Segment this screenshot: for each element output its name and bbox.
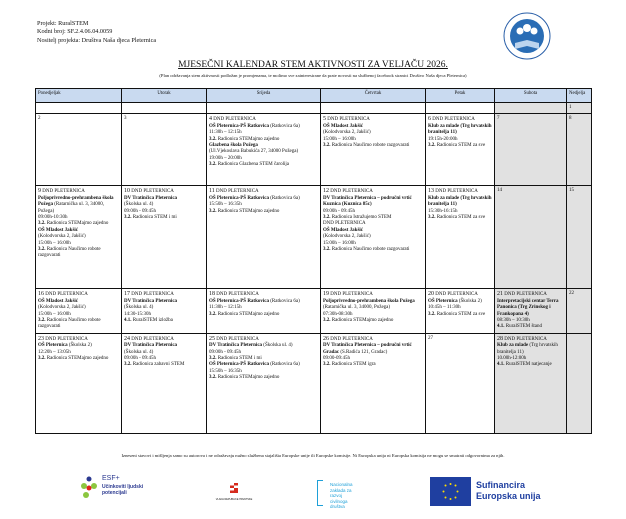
eu-label-line2: Europska unija — [476, 491, 541, 501]
event-bold-text: OŠ Pleternica-PŠ Ratkovica — [209, 298, 269, 304]
day-cell — [207, 114, 321, 186]
event-bold-text: OŠ Mladost Jakšić — [38, 298, 79, 304]
day-cell — [321, 333, 426, 433]
event-line — [497, 362, 564, 368]
day-cell — [495, 289, 567, 333]
event-bold-text: 3.2. — [38, 318, 46, 324]
event-bold-text: 3.2. — [209, 311, 217, 317]
event-text: DND PLETERNICA — [432, 117, 475, 123]
event-text: DND PLETERNICA — [216, 336, 259, 342]
event-text: 09:00h-10:30h — [38, 215, 68, 221]
day-cell — [36, 186, 122, 289]
event-text: (Ratarnička ul. 3, 34000, Požega) — [323, 305, 391, 311]
day-number: 11 — [209, 188, 215, 195]
event-line — [323, 362, 423, 368]
event-text: 09:00h - 09:45h — [124, 356, 156, 362]
event-bold-text: OŠ Pleternica-PŠ Ratkovica — [209, 362, 269, 368]
day-cell — [495, 114, 567, 186]
event-text: (Kolodvorska 2, Jakšić) — [38, 234, 86, 240]
week-row — [36, 186, 592, 289]
day-cell — [36, 103, 122, 114]
calendar-table — [35, 88, 592, 434]
event-text: DND PLETERNICA — [435, 292, 478, 298]
event-text: DND PLETERNICA — [213, 117, 256, 123]
event-text: Radionica STEM i mi — [216, 356, 262, 362]
weekday-header-row — [36, 89, 592, 103]
event-bold-text: Interpretacijski centar Terra Panonica (Trg Zrinskog i Frankopana 4) — [497, 298, 559, 317]
event-text: RuralSTEM štand — [504, 324, 542, 330]
event-bold-text: 4.1. — [124, 318, 132, 324]
weekday-header: Nedjelja — [567, 89, 592, 103]
event-text: (Školska 2) — [67, 343, 92, 349]
event-text: 09:00-09:45h — [323, 356, 350, 362]
event-text: DND PLETERNICA — [216, 292, 259, 298]
event-line — [323, 299, 423, 312]
event-text: DND PLETERNICA — [330, 292, 373, 298]
esf-label: ESF+ — [102, 475, 120, 482]
event-bold-text: OŠ Mladost Jakšić — [323, 123, 364, 129]
event-text: 19:15h-20:00h — [428, 136, 458, 142]
event-bold-text: 3.2. — [323, 362, 331, 368]
event-text: Radionica STEM za sve — [435, 311, 486, 317]
event-text: (Ratkovica 6a) — [269, 195, 300, 201]
event-text: 09:00h - 09:45h — [124, 208, 156, 214]
event-text: (Školska ul. 4) — [124, 305, 154, 311]
event-bold-text: Klub za mlade (Trg hrvatskih branitelja 11) — [428, 123, 492, 136]
event-bold-text: DV Tratinčica Pleternica — [124, 195, 178, 201]
event-text: Radionica STEM za sve — [435, 215, 486, 221]
day-cell — [567, 186, 592, 289]
event-bold-text: OŠ Pleternica-PŠ Ratkovica — [209, 123, 269, 129]
event-text: Radionica STEMajmo zajedno — [45, 221, 109, 227]
event-text: 15:00h – 16:00h — [323, 136, 356, 142]
page-title: MJESEČNI KALENDAR STEM AKTIVNOSTI ZA VELJAČU 2026. — [178, 60, 448, 70]
eu-flag-icon — [430, 477, 471, 506]
event-text: 15:00h – 16:00h — [38, 240, 71, 246]
event-bold-text: OŠ Pleternica-PŠ Ratkovica — [209, 195, 269, 201]
eu-label-line1: Sufinancira — [476, 480, 526, 490]
government-label: VLADA REPUBLIKE HRVATSKE — [215, 498, 253, 501]
event-text: DND PLETERNICA — [327, 117, 370, 123]
event-text: Radionica Glazbena STEM čarolija — [216, 162, 289, 168]
day-number: 12 — [323, 188, 329, 195]
event-text: 14:30-15:30h — [124, 311, 151, 317]
event-text: DND PLETERNICA — [45, 292, 88, 298]
day-cell — [495, 333, 567, 433]
event-line — [209, 375, 318, 381]
event-text: (Kolodvorska 2, Jakšić) — [323, 130, 371, 136]
day-cell — [122, 186, 207, 289]
day-number: 13 — [428, 188, 434, 195]
day-cell — [426, 333, 495, 433]
event-line — [428, 291, 492, 298]
event-line — [38, 196, 119, 215]
event-text: DND PLETERNICA — [45, 336, 88, 342]
event-text: 15:50h – 16:35h — [209, 368, 242, 374]
event-text: 11:30h – 12:15h — [209, 305, 242, 311]
event-text: DND PLETERNICA — [216, 189, 259, 195]
day-number: 24 — [124, 335, 130, 342]
event-text: 11:30h – 12:15h — [209, 130, 242, 136]
event-line — [209, 291, 318, 298]
event-text: (Ratkovica 6a) — [269, 123, 300, 129]
event-line — [209, 162, 318, 168]
day-number: 27 — [428, 335, 433, 341]
event-line — [323, 247, 423, 253]
event-text: (Ratkovica 6a) — [269, 298, 300, 304]
event-line — [428, 124, 492, 137]
event-bold-text: Klub za mlade — [497, 343, 529, 349]
event-text: Radionica STEMajmo zajedno — [330, 318, 394, 324]
day-cell — [426, 103, 495, 114]
week-row — [36, 103, 592, 114]
day-number: 1 — [569, 105, 572, 110]
event-line — [497, 343, 564, 356]
day-number: 20 — [428, 291, 434, 298]
event-text: 09:00h - 09:45h — [209, 349, 241, 355]
project-name: Projekt: RuralSTEM — [37, 20, 89, 27]
event-text: 15:00h – 16:00h — [38, 311, 71, 317]
event-text: Radionica Naučimo robote razgovarati — [330, 247, 410, 253]
day-cell — [567, 114, 592, 186]
event-bold-text: 3.2. — [428, 215, 436, 221]
organization-logo-icon — [503, 12, 551, 60]
event-text: (Školska ul. 4) — [262, 343, 293, 349]
event-bold-text: OŠ Mladost Jakšić — [323, 227, 364, 233]
day-cell — [36, 114, 122, 186]
event-line — [124, 215, 204, 221]
event-line — [428, 116, 492, 123]
event-text: (Školska ul. 4) — [124, 349, 154, 355]
day-cell — [321, 186, 426, 289]
day-cell — [426, 289, 495, 333]
event-text: 09:00h - 09:45h — [323, 208, 355, 214]
event-line — [323, 116, 423, 123]
event-line — [124, 291, 204, 298]
day-cell — [321, 289, 426, 333]
day-number: 25 — [209, 335, 215, 342]
week-row — [36, 289, 592, 333]
event-text: (Kolodvorska 2, Jakšić) — [38, 305, 86, 311]
event-text: 19:00h – 20:00h — [209, 155, 242, 161]
event-line — [428, 143, 492, 149]
day-cell — [207, 186, 321, 289]
event-text: (Ratarnička ul. 3, 34000, Požega) — [38, 202, 104, 214]
event-line — [124, 318, 204, 324]
week-row — [36, 333, 592, 433]
event-text: 12:20h – 13:05h — [38, 349, 71, 355]
event-line — [497, 299, 564, 318]
event-text: 15:30h-16:15h — [428, 208, 458, 214]
event-line — [497, 324, 564, 330]
event-bold-text: 3.2. — [124, 362, 132, 368]
event-line — [323, 291, 423, 298]
bracket-icon — [317, 480, 323, 506]
weekday-header: Utorak — [122, 89, 207, 103]
event-bold-text: 3.2. — [323, 215, 331, 221]
event-bold-text: Glazbena škola Požega — [209, 143, 258, 149]
event-text: DND PLETERNICA — [131, 336, 174, 342]
event-text: 10.00h-12:00h — [497, 356, 527, 362]
weekday-header: Četvrtak — [321, 89, 426, 103]
event-bold-text: DV Tratinčica Pleternica — [124, 343, 178, 349]
eu-disclaimer: Izneseni stavovi i mišljenja samo su autorova i ne odražavaju nužno službena stajališta Europske unije ili Europske komisije. Ni Europska unija ni Europska komisija ne mogu se smatrati odgovornima za njih. — [121, 453, 505, 458]
event-text: Radionica zabavni STEM — [131, 362, 185, 368]
day-cell — [567, 333, 592, 433]
weekday-header: Srijeda — [207, 89, 321, 103]
event-text: (S.Radića 121, Gradac) — [339, 349, 388, 355]
day-number: 28 — [497, 335, 503, 342]
event-text: Radionica STEMajmo zajedno — [216, 136, 280, 142]
event-text: Radionica STEMajmo zajedno — [216, 208, 280, 214]
day-number: 26 — [323, 335, 329, 342]
day-number: 21 — [497, 291, 503, 298]
event-text: 07:30h-08:30h — [323, 311, 353, 317]
event-line — [209, 312, 318, 318]
event-line — [209, 209, 318, 215]
event-bold-text: DV Tratinčica Pleternica — [209, 343, 263, 349]
day-cell — [122, 114, 207, 186]
event-line — [323, 343, 423, 356]
day-cell — [122, 289, 207, 333]
esf-subtitle: Učinkoviti ljudski potencijali — [102, 484, 144, 496]
day-number: 16 — [38, 291, 44, 298]
event-text: (Kolodvorska 2, Jakšić) — [323, 234, 371, 240]
day-number: 18 — [209, 291, 215, 298]
day-number: 14 — [497, 188, 502, 194]
day-cell — [122, 333, 207, 433]
event-bold-text: 3.2. — [209, 136, 217, 142]
event-bold-text: 4.1. — [497, 362, 505, 368]
day-number: 3 — [124, 116, 127, 122]
event-text: Radionica STEM igra — [330, 362, 376, 368]
event-text: DND PLETERNICA — [131, 189, 174, 195]
event-line — [323, 188, 423, 195]
event-text: DND PLETERNICA — [435, 189, 478, 195]
event-bold-text: 3.2. — [209, 356, 217, 362]
event-line — [428, 188, 492, 195]
event-text: Radionica STEMajmo zajedno — [216, 311, 280, 317]
day-number: 8 — [569, 116, 572, 122]
event-line — [497, 336, 564, 343]
project-code: Kodni broj: SF.2.4.06.04.0059 — [37, 28, 113, 36]
event-text: (Školska ul. 4) — [124, 202, 154, 208]
croatian-coat-of-arms-icon — [230, 483, 238, 493]
day-cell — [567, 103, 592, 114]
event-text: 15:00h – 16:00h — [323, 240, 356, 246]
event-bold-text: 3.2. — [38, 221, 46, 227]
event-bold-text: Klub za mlade (Trg hrvatskih branitelja 11) — [428, 195, 492, 208]
event-text: DND PLETERNICA — [323, 221, 366, 227]
day-cell — [207, 289, 321, 333]
event-bold-text: 3.2. — [38, 247, 46, 253]
event-bold-text: 3.2. — [323, 318, 331, 324]
weekday-header: Subota — [495, 89, 567, 103]
day-cell — [567, 289, 592, 333]
day-number: 19 — [323, 291, 329, 298]
event-text: Radionica STEMajmo zajedno — [45, 356, 109, 362]
day-number: 6 — [428, 116, 431, 123]
event-line — [124, 336, 204, 343]
event-line — [38, 188, 119, 195]
event-text: 10:45h – 11:30h — [428, 305, 461, 311]
day-cell — [495, 186, 567, 289]
event-bold-text: DV Tratinčica Pleternica — [124, 298, 178, 304]
event-bold-text: 3.2. — [323, 247, 331, 253]
event-bold-text: 3.2. — [124, 215, 132, 221]
event-line — [323, 336, 423, 343]
day-number: 7 — [497, 116, 500, 122]
event-bold-text: 3.2. — [428, 311, 436, 317]
event-bold-text: 3.2. — [209, 375, 217, 381]
day-number: 17 — [124, 291, 130, 298]
event-text: (Ul.Vjekoslava Babukića 27, 34000 Požega) — [209, 149, 299, 155]
event-bold-text: DV Tratinčica Pleternica – područni vrtić Kuznica (Kuznica 85c) — [323, 195, 412, 208]
event-line — [38, 247, 119, 260]
event-line — [428, 215, 492, 221]
project-holder: Nositelj projekta: Društva Naša djeca Pleternica — [37, 36, 157, 44]
day-cell — [207, 103, 321, 114]
event-line — [323, 196, 423, 209]
event-bold-text: DV Tratinčica Pleternica – područni vrtić Gradac — [323, 343, 412, 355]
day-cell — [426, 114, 495, 186]
day-number: 4 — [209, 116, 212, 123]
week-row — [36, 114, 592, 186]
day-cell — [495, 103, 567, 114]
event-bold-text: 3.2. — [209, 162, 217, 168]
event-text: (Trg hrvatskih branitelja 11) — [497, 343, 558, 355]
event-bold-text: Poljoprivredno-prehrambena škola Požega — [323, 298, 415, 304]
event-bold-text: OŠ Pleternica — [38, 343, 68, 349]
day-cell — [321, 114, 426, 186]
event-text: Radionica STEM za sve — [435, 143, 486, 149]
weekday-header: Petak — [426, 89, 495, 103]
event-text: Radionica Naučimo robote razgovarati — [330, 143, 410, 149]
nzrcd-label: Nacionalna zaklada za razvoj civilnoga društva — [330, 482, 353, 509]
event-text: DND PLETERNICA — [504, 292, 547, 298]
day-number: 23 — [38, 335, 44, 342]
day-number: 10 — [124, 188, 130, 195]
event-text: RuralSTEM izložba — [131, 318, 173, 324]
event-bold-text: 3.2. — [323, 143, 331, 149]
event-text: DND PLETERNICA — [131, 292, 174, 298]
event-line — [428, 312, 492, 318]
event-text: Radionica STEM i mi — [131, 215, 177, 221]
event-text: (Školska 2) — [457, 298, 482, 304]
event-text: Radionica STEMajmo zajedno — [216, 375, 280, 381]
day-cell — [426, 186, 495, 289]
event-line — [209, 188, 318, 195]
event-bold-text: 3.2. — [38, 356, 46, 362]
government-logo — [212, 480, 256, 501]
event-text: DND PLETERNICA — [330, 189, 373, 195]
day-number: 2 — [38, 116, 41, 122]
esf-flower-icon — [80, 475, 98, 501]
weekday-header: Ponedjeljak — [36, 89, 122, 103]
day-cell — [36, 289, 122, 333]
event-text: 15:50h – 16:35h — [209, 202, 242, 208]
event-text: RuralSTEM natjecanje — [504, 362, 552, 368]
day-number: 5 — [323, 116, 326, 123]
event-line — [209, 116, 318, 123]
event-line — [38, 356, 119, 362]
day-number: 15 — [569, 188, 574, 194]
event-text: DND PLETERNICA — [504, 336, 547, 342]
event-line — [38, 318, 119, 331]
event-text: Radionica Naučimo robote razgovarati — [38, 318, 101, 330]
day-cell — [321, 103, 426, 114]
event-line — [428, 196, 492, 209]
event-text: DND PLETERNICA — [42, 189, 85, 195]
event-bold-text: 4.1. — [497, 324, 505, 330]
event-bold-text: Poljoprivredno-prehrambena škola Požega — [38, 195, 114, 208]
event-line — [124, 362, 204, 368]
page-subtitle: (Plan održavanja stem aktivnosti podložan je promjenama, te molimo sve zainteresirane da prate novosti na službenoj facebook stranici Društvo Naša djeca Pleternica) — [159, 73, 467, 78]
day-cell — [207, 333, 321, 433]
event-line — [323, 318, 423, 324]
day-cell — [122, 103, 207, 114]
event-line — [497, 291, 564, 298]
event-line — [323, 143, 423, 149]
event-text: Radionica Istražujemo STEM — [330, 215, 392, 221]
day-number: 22 — [569, 291, 574, 297]
project-info — [37, 20, 156, 45]
event-line — [124, 188, 204, 195]
day-number: 9 — [38, 188, 41, 195]
event-bold-text: OŠ Pleternica — [428, 298, 458, 304]
event-text: 08:30h – 10:30h — [497, 318, 530, 324]
event-bold-text: 3.2. — [428, 143, 436, 149]
event-text: (Ratkovica 6a) — [269, 362, 300, 368]
event-text: DND PLETERNICA — [330, 336, 373, 342]
event-bold-text: 3.2. — [209, 208, 217, 214]
event-text: Radionica Naučimo robote razgovarati — [38, 247, 101, 259]
event-line — [38, 291, 119, 298]
day-cell — [36, 333, 122, 433]
event-bold-text: OŠ Mladost Jakšić — [38, 227, 79, 233]
